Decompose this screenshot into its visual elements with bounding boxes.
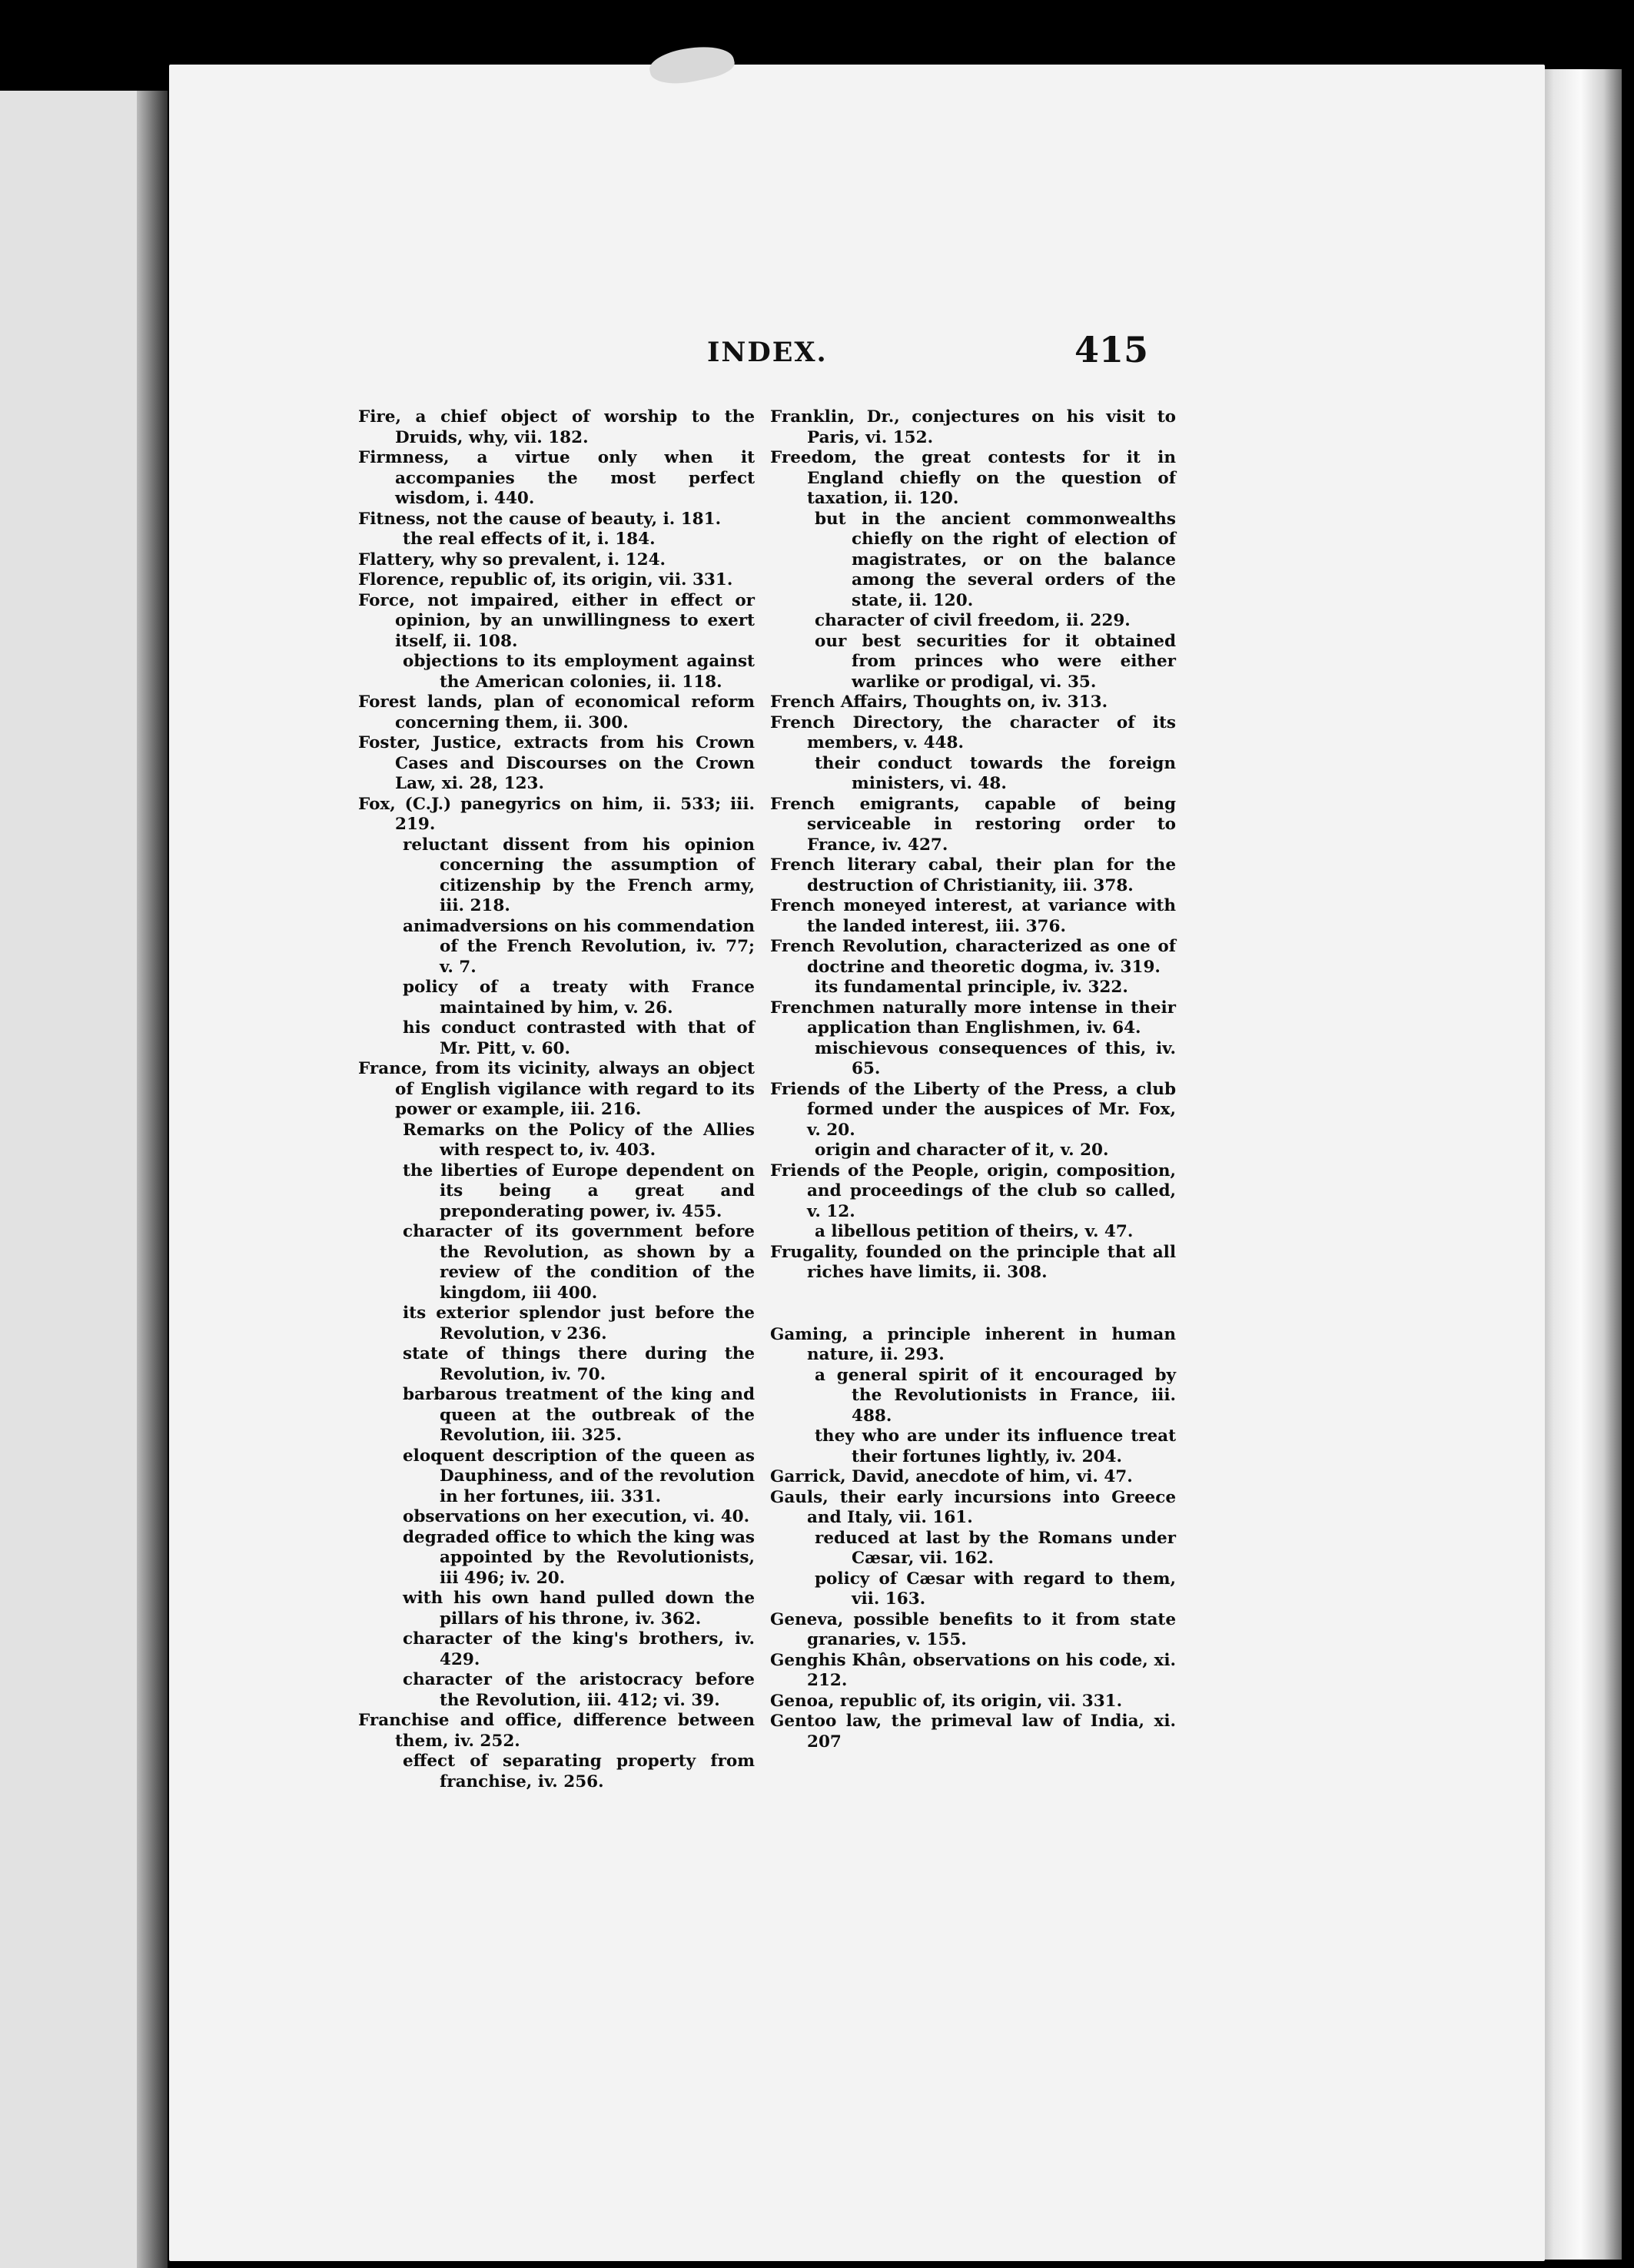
facing-page-edge	[0, 91, 146, 2268]
index-entry: Garrick, David, anecdote of him, vi. 47.	[770, 1467, 1133, 1486]
index-subentry: with his own hand pulled down the pillars of his throne, iv. 362.	[403, 1589, 755, 1629]
index-subentry: character of the aristocracy before the Revolution, iii. 412; vi. 39.	[403, 1670, 755, 1710]
running-head: INDEX.	[707, 337, 828, 368]
letter-section-gap	[770, 1283, 1176, 1325]
index-entry: French Affairs, Thoughts on, iv. 313.	[770, 692, 1108, 712]
index-subentry: our best securities for it obtained from princes who were either warlike or prodigal, vi. 35.	[815, 631, 1176, 692]
index-entry: Genghis Khân, observations on his code, xi. 212.	[770, 1650, 1176, 1690]
index-entry: Frenchmen naturally more intense in their application than Englishmen, iv. 64.	[770, 998, 1176, 1038]
index-subentry: objections to its employment against the American colonies, ii. 118.	[403, 652, 755, 692]
index-entry: Foster, Justice, extracts from his Crown Cases and Discourses on the Crown Law, xi. 28, 123.	[358, 733, 755, 793]
index-subentry: character of its government before the Revolution, as shown by a review of the condition of the kingdom, iii 400.	[403, 1222, 755, 1303]
index-column-right	[770, 407, 1176, 1752]
index-subentry: a general spirit of it encouraged by the Revolutionists in France, iii. 488.	[815, 1365, 1176, 1426]
index-entry: Gauls, their early incursions into Greece and Italy, vii. 161.	[770, 1487, 1176, 1527]
index-entry: Fox, (C.J.) panegyrics on him, ii. 533; iii. 219.	[358, 794, 755, 834]
index-subentry: barbarous treatment of the king and queen at the outbreak of the Revolution, iii. 325.	[403, 1385, 755, 1445]
index-entry: French emigrants, capable of being serviceable in restoring order to France, iv. 427.	[770, 794, 1176, 855]
index-entry: Fire, a chief object of worship to the Druids, why, vii. 182.	[358, 407, 755, 447]
index-entry: Fitness, not the cause of beauty, i. 181.	[358, 509, 722, 529]
index-entry: France, from its vicinity, always an object of English vigilance with regard to its power or example, iii. 216.	[358, 1059, 755, 1119]
index-subentry: Remarks on the Policy of the Allies with respect to, iv. 403.	[403, 1120, 755, 1160]
index-subentry: origin and character of it, v. 20.	[815, 1141, 1109, 1160]
index-subentry: the real effects of it, i. 184.	[403, 530, 656, 549]
index-subentry: reluctant dissent from his opinion concerning the assumption of citizenship by the French army, iii. 218.	[403, 835, 755, 915]
index-entry: Friends of the People, origin, composition, and proceedings of the club so called, v. 12.	[770, 1161, 1176, 1221]
index-entry: Genoa, republic of, its origin, vii. 331.	[770, 1691, 1123, 1711]
index-entry: Frugality, founded on the principle that all riches have limits, ii. 308.	[770, 1242, 1176, 1282]
index-subentry: observations on her execution, vi. 40.	[403, 1507, 750, 1526]
index-entry: Franchise and office, difference between them, iv. 252.	[358, 1711, 755, 1751]
gutter-shadow	[137, 91, 168, 2268]
index-entry: Geneva, possible benefits to it from state granaries, v. 155.	[770, 1609, 1176, 1649]
index-subentry: its exterior splendor just before the Revolution, v 236.	[403, 1303, 755, 1343]
index-column-left	[358, 407, 755, 1792]
index-entry: Forest lands, plan of economical reform concerning them, ii. 300.	[358, 692, 755, 732]
index-subentry: eloquent description of the queen as Dauphiness, and of the revolution in her fortunes, iii. 331.	[403, 1446, 755, 1506]
index-entry: French literary cabal, their plan for the destruction of Christianity, iii. 378.	[770, 855, 1176, 895]
index-entry: Florence, republic of, its origin, vii. 331.	[358, 570, 733, 589]
index-entry: Force, not impaired, either in effect or opinion, by an unwillingness to exert itself, ii. 108.	[358, 590, 755, 651]
index-subentry: effect of separating property from franchise, iv. 256.	[403, 1752, 755, 1791]
index-entry: Flattery, why so prevalent, i. 124.	[358, 550, 666, 569]
index-entry: French Revolution, characterized as one of doctrine and theoretic dogma, iv. 319.	[770, 937, 1176, 977]
index-subentry: character of the king's brothers, iv. 429.	[403, 1629, 755, 1669]
index-subentry: degraded office to which the king was appointed by the Revolutionists, iii 496; iv. 20.	[403, 1527, 755, 1588]
index-entry: French Directory, the character of its members, v. 448.	[770, 712, 1176, 752]
page-header	[707, 329, 1153, 375]
index-subentry: they who are under its influence treat their fortunes lightly, iv. 204.	[815, 1426, 1176, 1466]
index-subentry: but in the ancient commonwealths chiefly on the right of election of magistrates, or on the balance among the several orders of the state, ii. 120.	[815, 509, 1176, 610]
index-subentry: character of civil freedom, ii. 229.	[815, 611, 1131, 630]
index-entry: Firmness, a virtue only when it accompanies the most perfect wisdom, i. 440.	[358, 448, 755, 508]
page-number: 415	[1074, 329, 1148, 370]
index-subentry: the liberties of Europe dependent on its being a great and preponderating power, iv. 455.	[403, 1161, 755, 1221]
index-entry: Friends of the Liberty of the Press, a club formed under the auspices of Mr. Fox, v. 20.	[770, 1079, 1176, 1140]
index-entry: Franklin, Dr., conjectures on his visit to Paris, vi. 152.	[770, 407, 1176, 447]
index-subentry: state of things there during the Revolution, iv. 70.	[403, 1344, 755, 1384]
index-entry: French moneyed interest, at variance with the landed interest, iii. 376.	[770, 896, 1176, 936]
index-entry: Gaming, a principle inherent in human nature, ii. 293.	[770, 1324, 1176, 1364]
index-subentry: reduced at last by the Romans under Cæsar, vii. 162.	[815, 1528, 1176, 1568]
index-subentry: its fundamental principle, iv. 322.	[815, 978, 1128, 997]
index-subentry: his conduct contrasted with that of Mr. Pitt, v. 60.	[403, 1018, 755, 1058]
index-entry: Freedom, the great contests for it in England chiefly on the question of taxation, ii. 120.	[770, 448, 1176, 508]
index-subentry: policy of a treaty with France maintained by him, v. 26.	[403, 978, 755, 1018]
index-subentry: their conduct towards the foreign ministers, vi. 48.	[815, 753, 1176, 793]
index-entry: Gentoo law, the primeval law of India, xi. 207	[770, 1712, 1176, 1752]
index-subentry: policy of Cæsar with regard to them, vii. 163.	[815, 1569, 1176, 1609]
index-subentry: animadversions on his commendation of the French Revolution, iv. 77; v. 7.	[403, 916, 755, 977]
index-subentry: a libellous petition of theirs, v. 47.	[815, 1222, 1134, 1241]
index-subentry: mischievous consequences of this, iv. 65.	[815, 1038, 1176, 1078]
